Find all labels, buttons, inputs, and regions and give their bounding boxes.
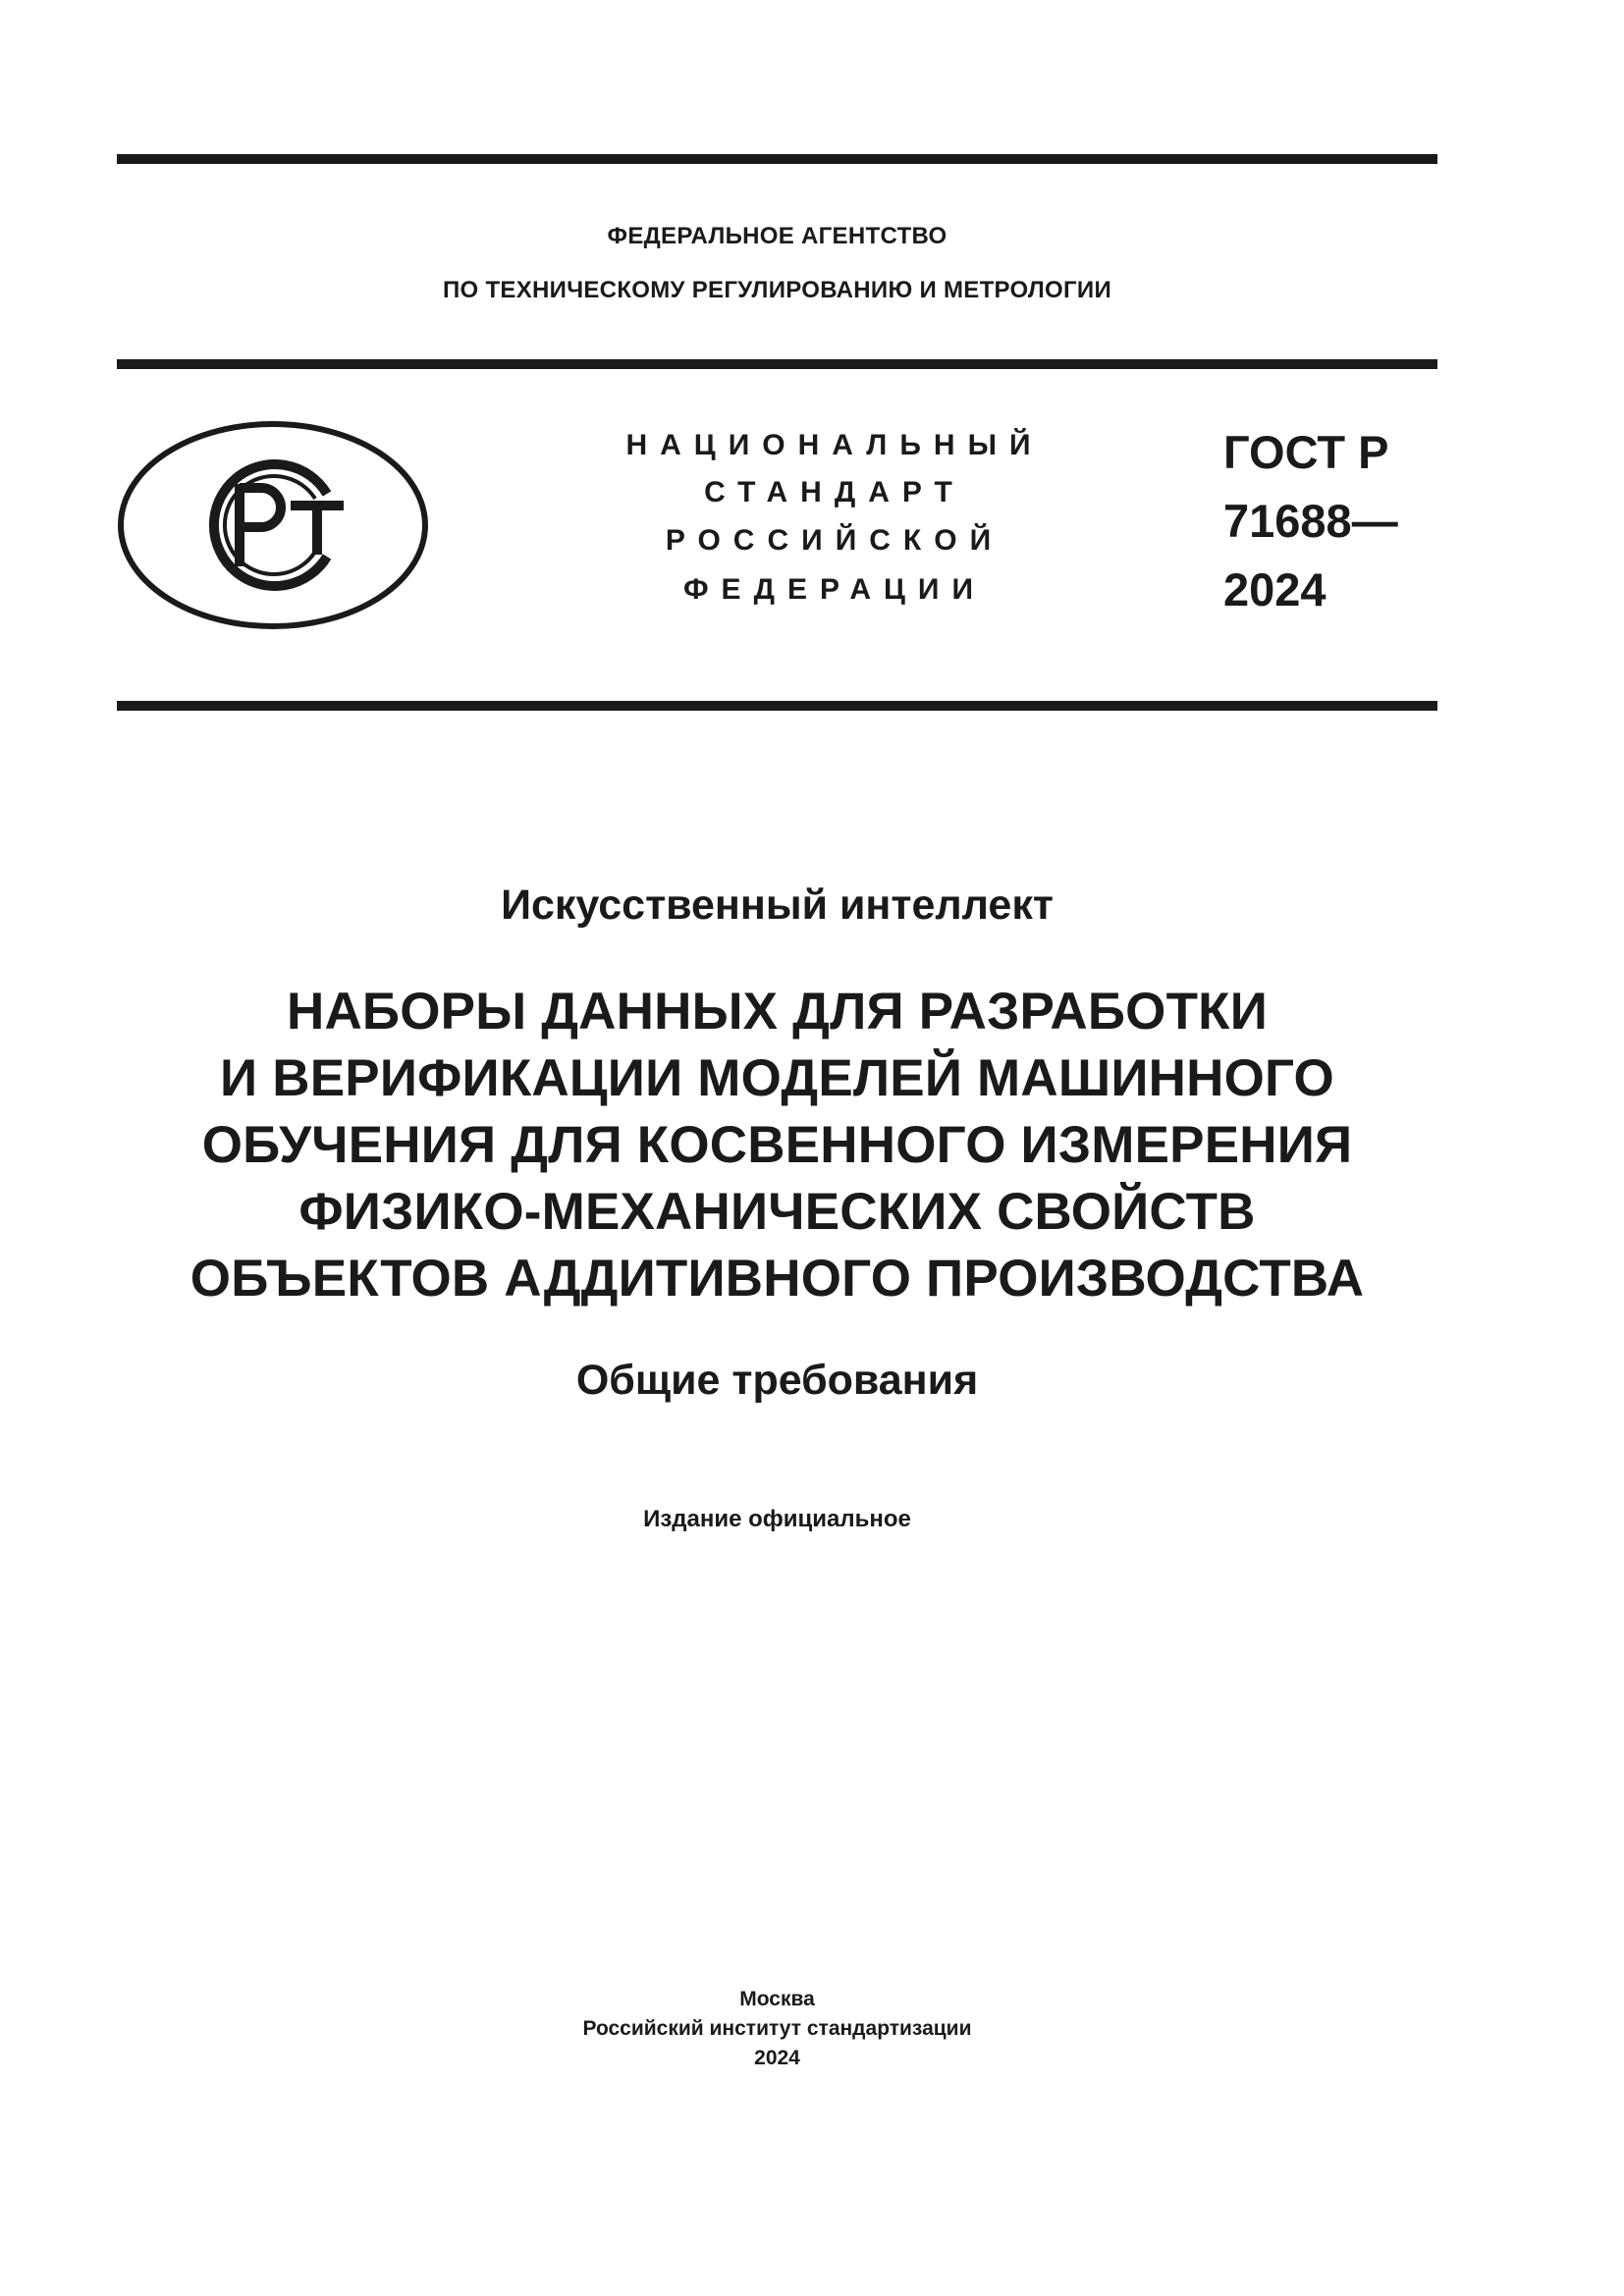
footer-publisher: Российский институт стандартизации	[582, 2017, 972, 2040]
gost-code-line-1: ГОСТ Р	[1223, 426, 1389, 478]
national-standard-line-2: СТАНДАРТ	[704, 476, 965, 508]
gost-code-line-2: 71688—	[1223, 495, 1398, 547]
document-topic: Искусственный интеллект	[501, 881, 1054, 929]
national-standard-line-3: РОССИЙСКОЙ	[665, 524, 1004, 557]
top-divider	[117, 154, 1437, 164]
national-standard-line-4: ФЕДЕРАЦИИ	[682, 573, 987, 606]
document-title-line-4: ФИЗИКО-МЕХАНИЧЕСКИХ СВОЙСТВ	[298, 1183, 1256, 1241]
agency-name-line-2: ПО ТЕХНИЧЕСКОМУ РЕГУЛИРОВАНИЮ И МЕТРОЛОГИИ	[442, 277, 1112, 303]
document-title-line-5: ОБЪЕКТОВ АДДИТИВНОГО ПРОИЗВОДСТВА	[189, 1250, 1365, 1308]
footer-city: Москва	[739, 1988, 815, 2010]
footer-year: 2024	[754, 2047, 800, 2069]
document-title-line-2: И ВЕРИФИКАЦИИ МОДЕЛЕЙ МАШИННОГО	[220, 1049, 1334, 1107]
document-title-line-1: НАБОРЫ ДАННЫХ ДЛЯ РАЗРАБОТКИ	[286, 983, 1268, 1041]
standard-block-divider	[117, 701, 1437, 711]
header-divider	[117, 359, 1437, 369]
edition-note: Издание официальное	[643, 1506, 911, 1532]
rst-emblem-icon	[116, 407, 430, 643]
agency-name-line-1: ФЕДЕРАЛЬНОЕ АГЕНТСТВО	[607, 223, 947, 249]
document-title-line-3: ОБУЧЕНИЯ ДЛЯ КОСВЕННОГО ИЗМЕРЕНИЯ	[201, 1116, 1353, 1174]
national-standard-line-1: НАЦИОНАЛЬНЫЙ	[625, 429, 1044, 461]
document-subtitle: Общие требования	[575, 1357, 979, 1404]
gost-code-line-3: 2024	[1223, 563, 1326, 615]
